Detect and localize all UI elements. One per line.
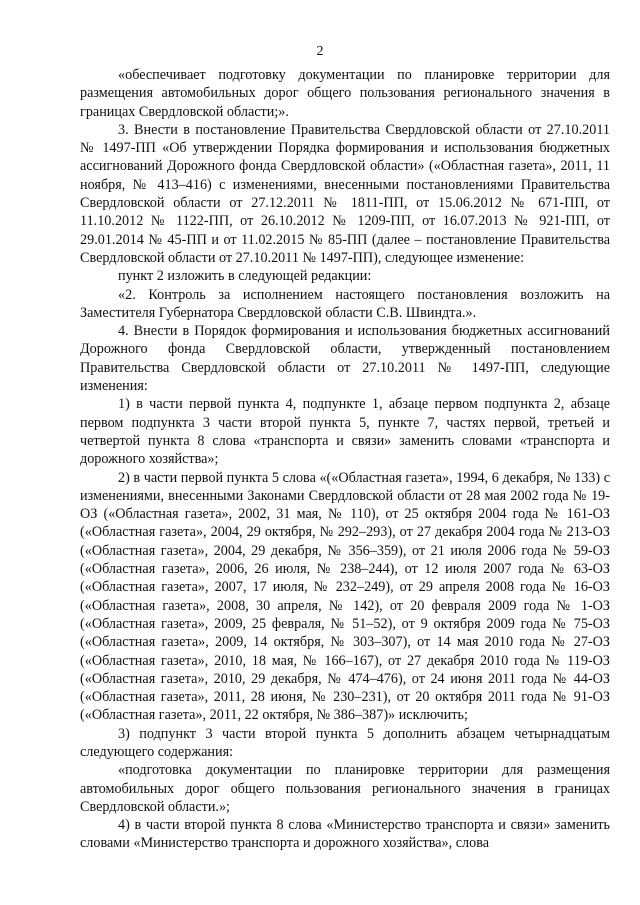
page-number: 2: [316, 44, 324, 59]
paragraph-item-3-instruction: пункт 2 изложить в следующей редакции:: [118, 268, 372, 285]
paragraph-subitem-1: 1) в части первой пункта 4, подпункте 1, абзаце первом подпункта 2, абзаце первом подпункта 3 части второй пункта 5, пункте 7, частях первой, третьей и четвертой пункта 8 слова «транспорта и связи» заменить словами «транспорта и дорожного хозяйства»;: [80, 396, 610, 468]
paragraph-continuation: «обеспечивает подготовку документации по планировке территории для размещения автомобильных дорог общего пользования регионального значения в границах Свердловской области;».: [80, 67, 610, 120]
paragraph-subitem-3: 3) подпункт 3 части второй пункта 5 дополнить абзацем четырнадцатым следующего содержания:: [80, 725, 610, 760]
document-body: [80, 66, 610, 853]
paragraph-item-3-new-text: «2. Контроль за исполнением настоящего постановления возложить на Заместителя Губернатора Свердловской области С.В. Швиндта.».: [80, 286, 610, 321]
paragraph-item-4: 4. Внести в Порядок формирования и использования бюджетных ассигнований Дорожного фонда Свердловской области, утвержденный постановлением Правительства Свердловской области от 27.10.2011 № 1497-ПП, следующие изменения:: [80, 323, 610, 395]
paragraph-subitem-3-quote: «подготовка документации по планировке территории для размещения автомобильных дорог общего пользования регионального значения в границах Свердловской области.»;: [80, 762, 610, 815]
paragraph-subitem-4: 4) в части второй пункта 8 слова «Министерство транспорта и связи» заменить словами «Министерство транспорта и дорожного хозяйства», слова: [80, 817, 610, 852]
paragraph-subitem-2: 2) в части первой пункта 5 слова «(«Областная газета», 1994, 6 декабря, № 133) с изменениями, внесенными Законами Свердловской области от 28 мая 2002 года № 19-ОЗ («Областная газета», 2002, 31 мая, № 110), от 25 октября 2004 года № 161-ОЗ («Областная газета», 2004, 29 октября, № 292–293), от 27 декабря 2004 года № 213-ОЗ («Областная газета», 2004, 29 декабря, № 356–359), от 21 июля 2006 года № 59-ОЗ («Областная газета», 2006, 26 июля, № 238–244), от 12 июля 2007 года № 63-ОЗ («Областная газета», 2007, 17 июля, № 232–249), от 29 апреля 2008 года № 16-ОЗ («Областная газета», 2008, 30 апреля, № 142), от 20 февраля 2009 года № 1-ОЗ («Областная газета», 2009, 25 февраля, № 51–52), от 9 октября 2009 года № 75-ОЗ («Областная газета», 2009, 14 октября, № 303–307), от 14 мая 2010 года № 27-ОЗ («Областная газета», 2010, 18 мая, № 166–167), от 27 декабря 2010 года № 119-ОЗ («Областная газета», 2010, 29 декабря, № 474–476), от 24 июня 2011 года № 44-ОЗ («Областная газета», 2011, 28 июня, № 230–231), от 20 октября 2011 года № 91-ОЗ («Областная газета», 2011, 22 октября, № 386–387)» исключить;: [80, 469, 610, 724]
paragraph-item-3: 3. Внести в постановление Правительства Свердловской области от 27.10.2011 № 1497-ПП «Об утверждении Порядка формирования и использования бюджетных ассигнований Дорожного фонда Свердловской области» («Областная газета», 2011, 11 ноября, № 413–416) с изменениями, внесенными постановлениями Правительства Свердловской области от 27.12.2011 № 1811-ПП, от 15.06.2012 № 671-ПП, от 11.10.2012 № 1122-ПП, от 26.10.2012 № 1209-ПП, от 16.07.2013 № 921-ПП, от 29.01.2014 № 45-ПП и от 11.02.2015 № 85-ПП (далее – постановление Правительства Свердловской области от 27.10.2011 № 1497-ПП), следующее изменение:: [80, 121, 610, 266]
